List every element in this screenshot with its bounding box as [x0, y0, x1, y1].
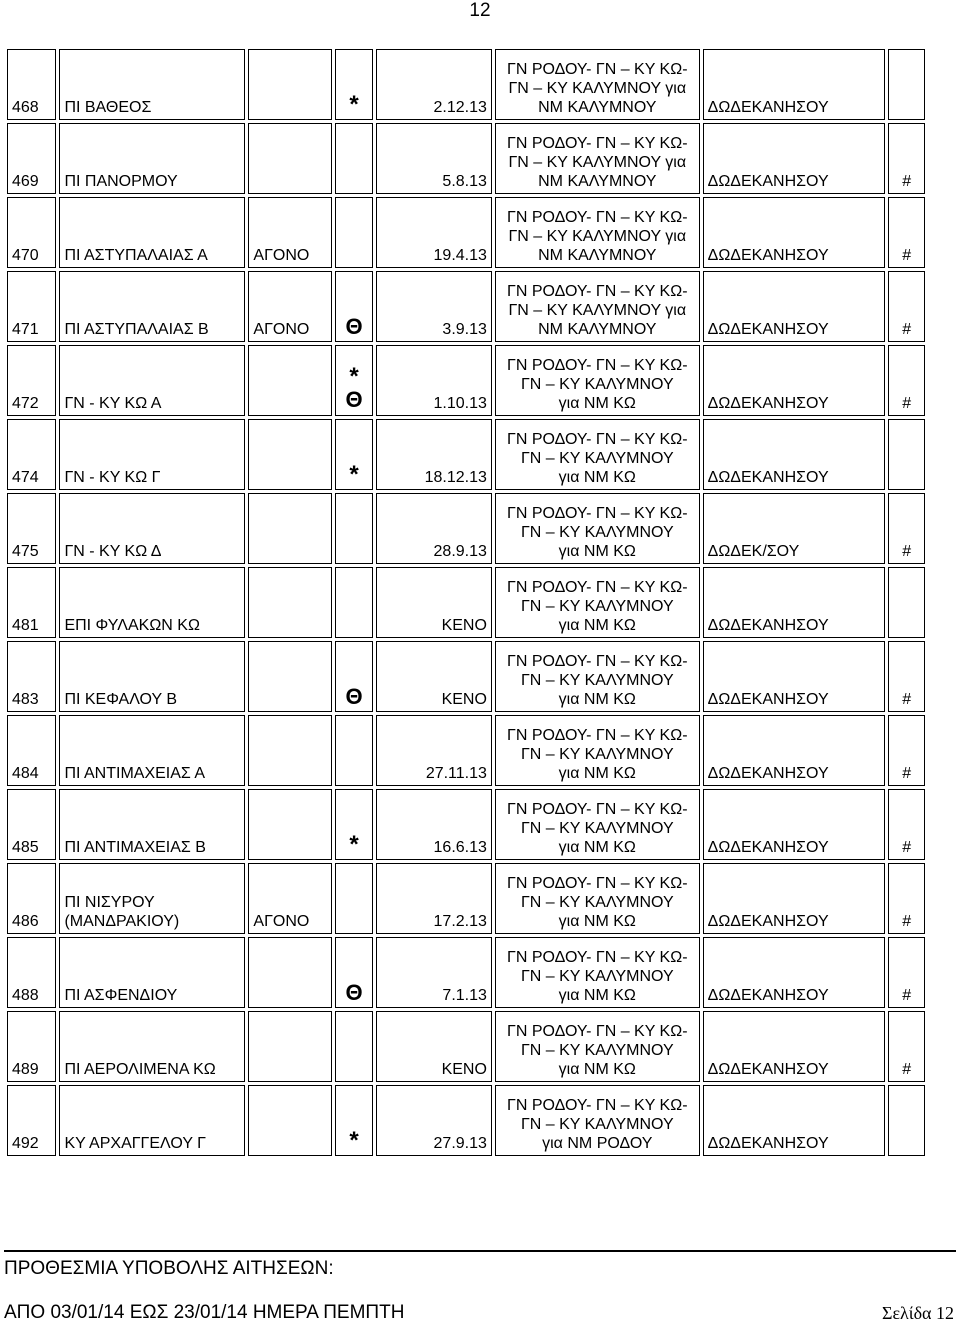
- prefecture: ΔΩΔΕΚΑΝΗΣΟΥ: [703, 197, 886, 268]
- agono-flag: ΑΓΟΝΟ: [248, 863, 332, 934]
- hash-flag: #: [888, 123, 925, 194]
- agono-flag: ΑΓΟΝΟ: [248, 271, 332, 342]
- page-number: 12: [469, 0, 491, 21]
- position-name: ΚΥ ΑΡΧΑΓΓΕΛΟΥ Γ: [59, 1085, 245, 1156]
- agono-flag: [248, 1085, 332, 1156]
- star-mark: *: [349, 1127, 359, 1154]
- service-zone-line: ΓΝ ΡΟΔΟΥ- ΓΝ – ΚΥ ΚΩ-: [507, 283, 688, 300]
- agono-flag: [248, 493, 332, 564]
- position-number: 484: [7, 715, 56, 786]
- hash-flag: #: [888, 493, 925, 564]
- service-zone-line: για ΝΜ ΚΩ: [558, 839, 636, 856]
- priority-mark: [335, 197, 373, 268]
- service-zone-line: ΓΝ – ΚΥ ΚΑΛΥΜΝΟΥ: [520, 1116, 674, 1133]
- position-number: 470: [7, 197, 56, 268]
- service-zone-line: για ΝΜ ΚΩ: [558, 913, 636, 930]
- vacancy-date: ΚΕΝΟ: [376, 567, 492, 638]
- service-zone-line: ΓΝ – ΚΥ ΚΑΛΥΜΝΟΥ για: [508, 80, 687, 97]
- prefecture: ΔΩΔΕΚΑΝΗΣΟΥ: [703, 1085, 886, 1156]
- star-mark: *: [349, 363, 359, 390]
- service-zone: [495, 567, 700, 638]
- service-zone: [495, 49, 700, 120]
- position-number: 486: [7, 863, 56, 934]
- position-number: 481: [7, 567, 56, 638]
- prefecture: ΔΩΔΕΚΑΝΗΣΟΥ: [703, 715, 886, 786]
- vacancy-date: 2.12.13: [376, 49, 492, 120]
- position-name: ΠΙ ΚΕΦΑΛΟΥ Β: [59, 641, 245, 712]
- prefecture: ΔΩΔΕΚΑΝΗΣΟΥ: [703, 271, 886, 342]
- service-zone-line: ΓΝ – ΚΥ ΚΑΛΥΜΝΟΥ: [520, 894, 674, 911]
- service-zone-line: για ΝΜ ΚΩ: [558, 469, 636, 486]
- service-zone-line: ΓΝ ΡΟΔΟΥ- ΓΝ – ΚΥ ΚΩ-: [507, 727, 688, 744]
- service-zone-line: ΓΝ – ΚΥ ΚΑΛΥΜΝΟΥ: [520, 376, 674, 393]
- priority-mark: [335, 49, 373, 120]
- star-mark: *: [349, 91, 359, 118]
- priority-mark: [335, 271, 373, 342]
- service-zone: [495, 789, 700, 860]
- position-number: 469: [7, 123, 56, 194]
- position-number: 492: [7, 1085, 56, 1156]
- service-zone-line: ΝΜ ΚΑΛΥΜΝΟΥ: [538, 321, 657, 338]
- table-row: [7, 937, 925, 1008]
- hash-flag: #: [888, 197, 925, 268]
- service-zone-line: ΓΝ ΡΟΔΟΥ- ΓΝ – ΚΥ ΚΩ-: [507, 61, 688, 78]
- service-zone-line: ΓΝ – ΚΥ ΚΑΛΥΜΝΟΥ: [520, 1042, 674, 1059]
- priority-mark: [335, 493, 373, 564]
- service-zone: [495, 123, 700, 194]
- service-zone-line: ΓΝ – ΚΥ ΚΑΛΥΜΝΟΥ για: [508, 154, 687, 171]
- position-number: 489: [7, 1011, 56, 1082]
- table-row: [7, 567, 925, 638]
- hash-flag: #: [888, 271, 925, 342]
- theta-mark: Θ: [345, 684, 363, 709]
- position-number: 468: [7, 49, 56, 120]
- service-zone-line: για ΝΜ ΚΩ: [558, 765, 636, 782]
- position-number: 488: [7, 937, 56, 1008]
- prefecture: ΔΩΔΕΚΑΝΗΣΟΥ: [703, 567, 886, 638]
- priority-mark: [335, 419, 373, 490]
- footer-page-label: Σελίδα 12: [881, 1303, 954, 1323]
- service-zone-line: ΓΝ ΡΟΔΟΥ- ΓΝ – ΚΥ ΚΩ-: [507, 875, 688, 892]
- vacancy-date: 3.9.13: [376, 271, 492, 342]
- prefecture: ΔΩΔΕΚ/ΣΟΥ: [703, 493, 886, 564]
- service-zone-line: για ΝΜ ΚΩ: [558, 395, 636, 412]
- service-zone-line: ΓΝ – ΚΥ ΚΑΛΥΜΝΟΥ: [520, 820, 674, 837]
- position-name: ΠΙ ΑΝΤΙΜΑΧΕΙΑΣ Β: [59, 789, 245, 860]
- service-zone-line: ΓΝ ΡΟΔΟΥ- ΓΝ – ΚΥ ΚΩ-: [507, 1023, 688, 1040]
- service-zone-line: ΓΝ – ΚΥ ΚΑΛΥΜΝΟΥ για: [508, 302, 687, 319]
- service-zone: [495, 1085, 700, 1156]
- priority-mark: [335, 567, 373, 638]
- agono-flag: ΑΓΟΝΟ: [248, 197, 332, 268]
- service-zone: [495, 641, 700, 712]
- service-zone: [495, 863, 700, 934]
- priority-mark: [335, 789, 373, 860]
- theta-mark: Θ: [345, 387, 363, 412]
- vacancy-table-body: [7, 49, 925, 1156]
- position-number: 472: [7, 345, 56, 416]
- service-zone-line: ΓΝ ΡΟΔΟΥ- ΓΝ – ΚΥ ΚΩ-: [507, 579, 688, 596]
- service-zone: [495, 419, 700, 490]
- vacancy-date: 27.11.13: [376, 715, 492, 786]
- service-zone-line: ΓΝ ΡΟΔΟΥ- ΓΝ – ΚΥ ΚΩ-: [507, 653, 688, 670]
- service-zone-line: ΓΝ – ΚΥ ΚΑΛΥΜΝΟΥ: [520, 598, 674, 615]
- service-zone-line: ΓΝ – ΚΥ ΚΑΛΥΜΝΟΥ: [520, 524, 674, 541]
- priority-mark: [335, 1011, 373, 1082]
- vacancy-date: 16.6.13: [376, 789, 492, 860]
- service-zone-line: για ΝΜ ΚΩ: [558, 543, 636, 560]
- service-zone-line: για ΝΜ ΡΟΔΟΥ: [542, 1135, 653, 1152]
- position-name: ΕΠΙ ΦΥΛΑΚΩΝ ΚΩ: [59, 567, 245, 638]
- service-zone-line: ΝΜ ΚΑΛΥΜΝΟΥ: [538, 173, 657, 190]
- prefecture: ΔΩΔΕΚΑΝΗΣΟΥ: [703, 419, 886, 490]
- hash-flag: #: [888, 345, 925, 416]
- service-zone: [495, 1011, 700, 1082]
- position-number: 471: [7, 271, 56, 342]
- priority-mark: [335, 345, 373, 416]
- position-name: ΠΙ ΑΝΤΙΜΑΧΕΙΑΣ Α: [59, 715, 245, 786]
- service-zone-line: ΓΝ – ΚΥ ΚΑΛΥΜΝΟΥ: [520, 450, 674, 467]
- position-name: ΠΙ ΑΕΡΟΛΙΜΕΝΑ ΚΩ: [59, 1011, 245, 1082]
- priority-mark: [335, 937, 373, 1008]
- agono-flag: [248, 937, 332, 1008]
- vacancy-date: ΚΕΝΟ: [376, 641, 492, 712]
- table-row: [7, 493, 925, 564]
- table-row: [7, 1011, 925, 1082]
- position-name: ΓΝ - ΚΥ ΚΩ Α: [59, 345, 245, 416]
- position-name-line: ΠΙ ΝΙΣΥΡΟΥ: [64, 894, 155, 911]
- agono-flag: [248, 567, 332, 638]
- table-row: [7, 271, 925, 342]
- table-row: [7, 863, 925, 934]
- hash-flag: #: [888, 937, 925, 1008]
- position-name: ΠΙ ΑΣΤΥΠΑΛΑΙΑΣ Β: [59, 271, 245, 342]
- vacancy-date: 18.12.13: [376, 419, 492, 490]
- priority-mark: [335, 1085, 373, 1156]
- agono-flag: [248, 123, 332, 194]
- table-row: [7, 641, 925, 712]
- hash-flag: #: [888, 789, 925, 860]
- hash-flag: [888, 419, 925, 490]
- service-zone: [495, 937, 700, 1008]
- service-zone-line: ΓΝ – ΚΥ ΚΑΛΥΜΝΟΥ: [520, 968, 674, 985]
- agono-flag: [248, 345, 332, 416]
- service-zone-line: για ΝΜ ΚΩ: [558, 1061, 636, 1078]
- service-zone-line: ΓΝ – ΚΥ ΚΑΛΥΜΝΟΥ: [520, 746, 674, 763]
- position-number: 483: [7, 641, 56, 712]
- service-zone-line: ΝΜ ΚΑΛΥΜΝΟΥ: [538, 247, 657, 264]
- table-row: [7, 789, 925, 860]
- position-number: 475: [7, 493, 56, 564]
- agono-flag: [248, 641, 332, 712]
- service-zone-line: ΓΝ ΡΟΔΟΥ- ΓΝ – ΚΥ ΚΩ-: [507, 949, 688, 966]
- prefecture: ΔΩΔΕΚΑΝΗΣΟΥ: [703, 863, 886, 934]
- position-number: 474: [7, 419, 56, 490]
- service-zone-line: για ΝΜ ΚΩ: [558, 987, 636, 1004]
- agono-flag: [248, 49, 332, 120]
- prefecture: ΔΩΔΕΚΑΝΗΣΟΥ: [703, 49, 886, 120]
- position-name: ΓΝ - ΚΥ ΚΩ Γ: [59, 419, 245, 490]
- vacancy-date: 27.9.13: [376, 1085, 492, 1156]
- position-number: 485: [7, 789, 56, 860]
- table-row: [7, 197, 925, 268]
- service-zone-line: ΓΝ – ΚΥ ΚΑΛΥΜΝΟΥ για: [508, 228, 687, 245]
- agono-flag: [248, 1011, 332, 1082]
- position-name: [59, 863, 245, 934]
- prefecture: ΔΩΔΕΚΑΝΗΣΟΥ: [703, 937, 886, 1008]
- priority-mark: [335, 641, 373, 712]
- star-mark: *: [349, 831, 359, 858]
- hash-flag: [888, 1085, 925, 1156]
- position-name: ΠΙ ΑΣΤΥΠΑΛΑΙΑΣ Α: [59, 197, 245, 268]
- hash-flag: #: [888, 863, 925, 934]
- agono-flag: [248, 715, 332, 786]
- service-zone-line: ΓΝ ΡΟΔΟΥ- ΓΝ – ΚΥ ΚΩ-: [507, 1097, 688, 1114]
- vacancy-date: ΚΕΝΟ: [376, 1011, 492, 1082]
- star-mark: *: [349, 461, 359, 488]
- service-zone: [495, 271, 700, 342]
- service-zone-line: ΝΜ ΚΑΛΥΜΝΟΥ: [538, 99, 657, 116]
- vacancy-date: 19.4.13: [376, 197, 492, 268]
- priority-mark: [335, 863, 373, 934]
- service-zone-line: ΓΝ ΡΟΔΟΥ- ΓΝ – ΚΥ ΚΩ-: [507, 505, 688, 522]
- position-name-line: (ΜΑΝΔΡΑΚΙΟΥ): [64, 913, 180, 930]
- vacancy-date: 5.8.13: [376, 123, 492, 194]
- position-name: ΓΝ - ΚΥ ΚΩ Δ: [59, 493, 245, 564]
- vacancy-date: 28.9.13: [376, 493, 492, 564]
- service-zone: [495, 715, 700, 786]
- service-zone-line: ΓΝ ΡΟΔΟΥ- ΓΝ – ΚΥ ΚΩ-: [507, 135, 688, 152]
- position-name: ΠΙ ΒΑΘΕΟΣ: [59, 49, 245, 120]
- table-row: [7, 715, 925, 786]
- hash-flag: [888, 49, 925, 120]
- table-row: [7, 123, 925, 194]
- prefecture: ΔΩΔΕΚΑΝΗΣΟΥ: [703, 641, 886, 712]
- table-row: [7, 1085, 925, 1156]
- position-name: ΠΙ ΑΣΦΕΝΔΙΟΥ: [59, 937, 245, 1008]
- footer-heading: ΠΡΟΘΕΣΜΙΑ ΥΠΟΒΟΛΗΣ ΑΙΤΗΣΕΩΝ:: [4, 1258, 334, 1279]
- service-zone: [495, 493, 700, 564]
- table-row: [7, 419, 925, 490]
- table-row: [7, 49, 925, 120]
- service-zone-line: για ΝΜ ΚΩ: [558, 691, 636, 708]
- priority-mark: [335, 123, 373, 194]
- prefecture: ΔΩΔΕΚΑΝΗΣΟΥ: [703, 1011, 886, 1082]
- table-row: [7, 345, 925, 416]
- agono-flag: [248, 789, 332, 860]
- service-zone-line: για ΝΜ ΚΩ: [558, 617, 636, 634]
- priority-mark: [335, 715, 373, 786]
- service-zone-line: ΓΝ ΡΟΔΟΥ- ΓΝ – ΚΥ ΚΩ-: [507, 209, 688, 226]
- position-name: ΠΙ ΠΑΝΟΡΜΟΥ: [59, 123, 245, 194]
- service-zone-line: ΓΝ ΡΟΔΟΥ- ΓΝ – ΚΥ ΚΩ-: [507, 801, 688, 818]
- service-zone: [495, 197, 700, 268]
- service-zone-line: ΓΝ – ΚΥ ΚΑΛΥΜΝΟΥ: [520, 672, 674, 689]
- vacancy-date: 7.1.13: [376, 937, 492, 1008]
- theta-mark: Θ: [345, 980, 363, 1005]
- hash-flag: #: [888, 715, 925, 786]
- theta-mark: Θ: [345, 314, 363, 339]
- footer-deadline: ΑΠΟ 03/01/14 ΕΩΣ 23/01/14 ΗΜΕΡΑ ΠΕΜΠΤΗ: [4, 1302, 405, 1323]
- service-zone: [495, 345, 700, 416]
- footer-divider: [4, 1250, 956, 1252]
- service-zone-line: ΓΝ ΡΟΔΟΥ- ΓΝ – ΚΥ ΚΩ-: [507, 357, 688, 374]
- prefecture: ΔΩΔΕΚΑΝΗΣΟΥ: [703, 789, 886, 860]
- hash-flag: #: [888, 641, 925, 712]
- vacancy-table: [4, 46, 928, 1159]
- vacancy-date: 1.10.13: [376, 345, 492, 416]
- vacancy-date: 17.2.13: [376, 863, 492, 934]
- prefecture: ΔΩΔΕΚΑΝΗΣΟΥ: [703, 123, 886, 194]
- prefecture: ΔΩΔΕΚΑΝΗΣΟΥ: [703, 345, 886, 416]
- service-zone-line: ΓΝ ΡΟΔΟΥ- ΓΝ – ΚΥ ΚΩ-: [507, 431, 688, 448]
- hash-flag: [888, 567, 925, 638]
- hash-flag: #: [888, 1011, 925, 1082]
- agono-flag: [248, 419, 332, 490]
